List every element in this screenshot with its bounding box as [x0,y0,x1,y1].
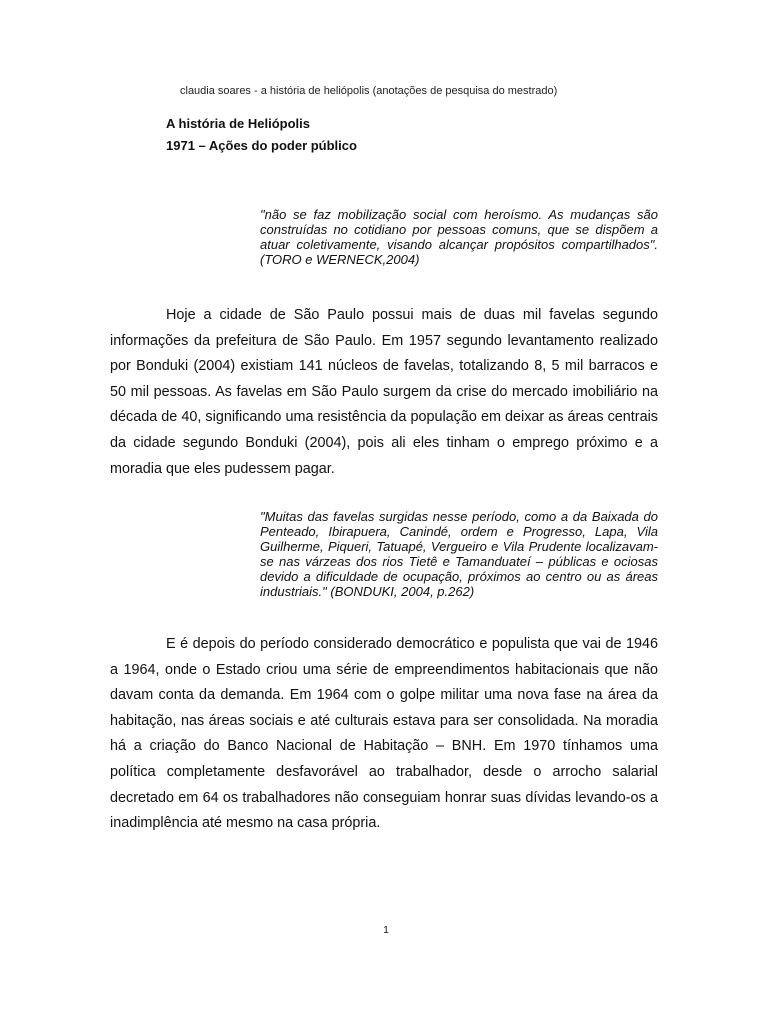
epigraph-quote: "não se faz mobilização social com heroísmo. As mudanças são construídas no cotidiano por pessoas comuns, que se dispõem a atuar coletivamente, visando alcançar propósitos compartilhados". (TORO e WERNECK,2004) [260,207,658,267]
running-header: claudia soares - a história de heliópolis (anotações de pesquisa do mestrado) [180,85,558,97]
section-title: 1971 – Ações do poder público [166,138,357,153]
page-number: 1 [383,925,389,936]
body-paragraph-2: E é depois do período considerado democrático e populista que vai de 1946 a 1964, onde o Estado criou uma série de empreendimentos habitacionais que não davam conta da demanda. Em 1964 com o golpe militar uma nova fase na área da habitação, nas áreas sociais e até culturais estava para ser consolidada. Na moradia há a criação do Banco Nacional de Habitação – BNH. Em 1970 tínhamos uma política completamente desfavorável ao trabalhador, desde o arrocho salarial decretado em 64 os trabalhadores não conseguiam honrar suas dívidas levando-os a inadimplência até mesmo na casa própria. [110,636,658,832]
block-quote: "Muitas das favelas surgidas nesse período, como a da Baixada do Penteado, Ibirapuera, Canindé, ordem e Progresso, Lapa, Vila Guilherme, Piqueri, Tatuapé, Vergueiro e Vila Prudente localizavam-se nas várzeas dos rios Tietê e Tamanduateí – públicas e ociosas devido a dificuldade de ocupação, próximos ao centro ou as áreas industriais." (BONDUKI, 2004, p.262) [260,509,658,599]
document-title: A história de Heliópolis [166,116,310,131]
body-paragraph-1: Hoje a cidade de São Paulo possui mais de duas mil favelas segundo informações da prefeitura de São Paulo. Em 1957 segundo levantamento realizado por Bonduki (2004) existiam 141 núcleos de favelas, totalizando 8, 5 mil barracos e 50 mil pessoas. As favelas em São Paulo surgem da crise do mercado imobiliário na década de 40, significando uma resistência da população em deixar as áreas centrais da cidade segundo Bonduki (2004), pois ali eles tinham o emprego próximo e a moradia que eles pudessem pagar. [110,307,658,477]
